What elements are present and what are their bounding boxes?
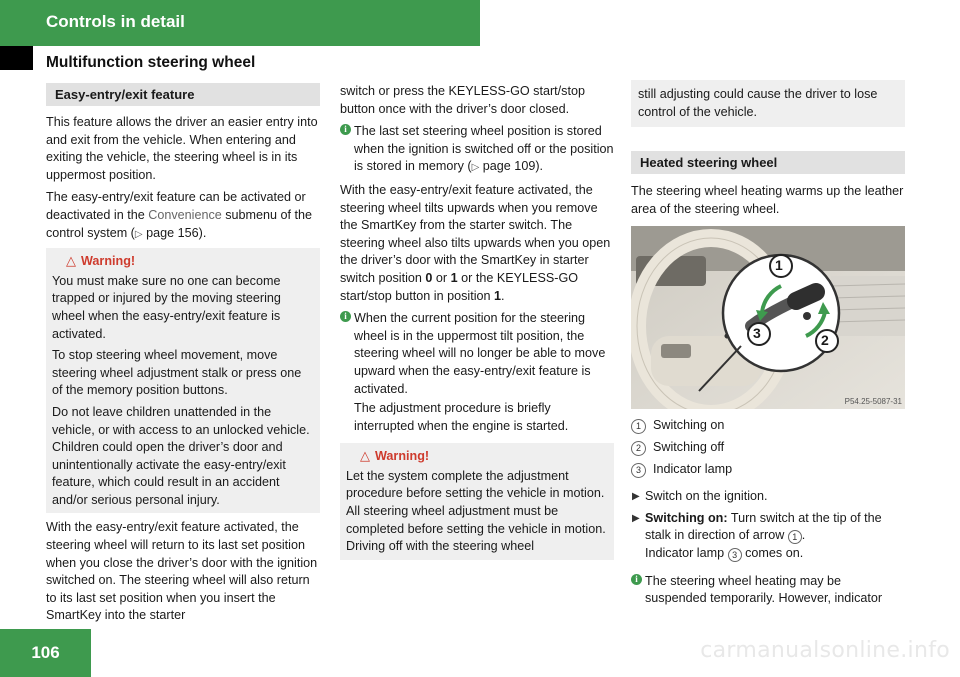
steering-wheel-illustration xyxy=(631,226,905,409)
callout-3: 3 xyxy=(753,325,761,342)
warning-text: Let the system complete the adjustment procedure before setting the vehicle in motion. All steering wheel adjustment must be completed before setting the vehicle in motion. Driving off with the steering wheel xyxy=(346,468,606,554)
step-switching-on: ▶ Switching on: Turn switch at the tip of the stalk in direction of arrow 1 . Indicator lamp 3 comes on. xyxy=(632,510,882,560)
easy-entry-activation: The easy-entry/exit feature can be activated or deactivated in the Convenience submenu of the control system (▷ page 156). xyxy=(46,190,313,240)
heating-suspended-note: The steering wheel heating may be suspended temporarily. However, indicator xyxy=(645,573,883,606)
legend-item: 2 Switching off xyxy=(631,439,905,457)
step-arrow-icon: ▶ xyxy=(632,512,640,524)
menu-name-convenience: Convenience xyxy=(148,207,222,222)
watermark: carmanualsonline.info xyxy=(700,638,950,663)
warning-text-2: To stop steering wheel movement, move steering wheel adjustment stalk or press one of the memory position buttons. xyxy=(52,348,302,398)
warning-text-1: You must make sure no one can become trapped or injured by the moving steering wheel when the easy-entry/exit feature is activated. xyxy=(52,273,281,341)
step-ignition: ▶ Switch on the ignition. xyxy=(631,488,905,506)
tilt-up-text: With the easy-entry/exit feature activated, the steering wheel tilts upwards when you remove the SmartKey from the starter switch. The steering wheel also tilts upwards when you open the driver’s door with the SmartKey in starter switch position 0 or 1 or the KEYLESS-GO start/stop button in position 1. xyxy=(340,182,611,303)
warning-box-1 xyxy=(46,248,320,513)
info-icon: i xyxy=(631,574,642,585)
page-ref-arrow-icon: ▷ xyxy=(471,162,480,174)
heated-wheel-heading: Heated steering wheel xyxy=(631,151,905,174)
callout-1: 1 xyxy=(775,257,783,274)
warning-title: △ Warning! xyxy=(66,253,136,269)
easy-entry-return: With the easy-entry/exit feature activated, the steering wheel will return to its last set position when you close the driver’s door with the ignition switched on. The steering wheel will also return to its last set position when you insert the SmartKey into the starter xyxy=(46,520,318,623)
callout-2: 2 xyxy=(821,332,829,349)
engine-start-note: The adjustment procedure is briefly interrupted when the engine is started. xyxy=(354,401,569,433)
callout-marker: 3 xyxy=(728,548,742,562)
legend-list xyxy=(631,417,905,478)
info-note-2 xyxy=(340,310,614,435)
warning-continuation: still adjusting could cause the driver to lose control of the vehicle. xyxy=(631,80,905,127)
warning-text-3: Do not leave children unattended in the vehicle, or with access to an unlocked vehicle. Children could open the driver’s door and unintentionally activate the easy-entry/exit feature, which could result in an accident and/or serious personal injury. xyxy=(52,404,310,507)
heated-wheel-intro: The steering wheel heating warms up the leather area of the steering wheel. xyxy=(631,184,904,216)
info-icon: i xyxy=(340,311,351,322)
easy-entry-heading: Easy-entry/exit feature xyxy=(46,83,320,106)
uppermost-position-note: When the current position for the steering wheel is in the uppermost tilt position, the steering wheel will no longer be able to move upward when the easy-entry/exit feature is activated. xyxy=(354,311,606,396)
column-2 xyxy=(340,83,614,560)
callout-marker: 3 xyxy=(631,463,646,478)
warning-title: △ Warning! xyxy=(360,448,430,464)
section-title: Multifunction steering wheel xyxy=(46,54,256,71)
page-ref-109[interactable]: page 109 xyxy=(482,159,536,174)
legend-item: 3 Indicator lamp xyxy=(631,461,905,479)
column-1 xyxy=(46,83,320,630)
column-3 xyxy=(631,80,905,613)
page-number: 106 xyxy=(0,629,91,677)
easy-entry-intro: This feature allows the driver an easier entry into and exit from the vehicle. When entering and exiting the vehicle, the steering wheel is in its uppermost position. xyxy=(46,115,318,182)
info-note-3 xyxy=(631,573,905,608)
info-icon: i xyxy=(340,124,351,135)
legend-item: 1 Switching on xyxy=(631,417,905,435)
warning-box-2 xyxy=(340,443,614,560)
steering-wheel-figure xyxy=(631,226,905,409)
warning-triangle-icon: △ xyxy=(360,448,370,464)
callout-marker: 2 xyxy=(631,441,646,456)
callout-marker: 1 xyxy=(788,530,802,544)
warning-triangle-icon: △ xyxy=(66,253,76,269)
page-ref-156[interactable]: page 156 xyxy=(146,225,199,240)
keyless-go-text: switch or press the KEYLESS-GO start/stop button once with the driver’s door closed. xyxy=(340,84,585,116)
page-ref-arrow-icon: ▷ xyxy=(134,228,143,240)
info-note-1: i The last set steering wheel position is stored when the ignition is switched off or the position is stored in memory (▷ page 109). xyxy=(340,123,614,177)
step-arrow-icon: ▶ xyxy=(632,491,640,503)
chapter-title: Controls in detail xyxy=(46,12,185,31)
image-code: P54.25-5087-31 xyxy=(844,397,902,407)
header-corner-block xyxy=(0,46,33,70)
callout-marker: 1 xyxy=(631,419,646,434)
